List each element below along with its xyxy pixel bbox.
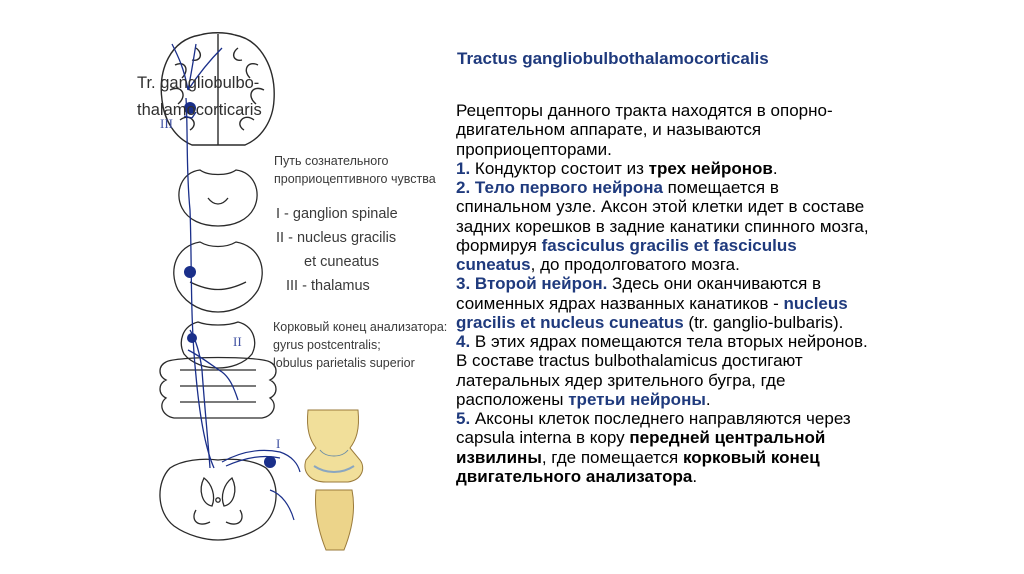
figure-title [137,70,262,124]
item-4-line-4-start: расположены [456,389,569,409]
item-1-number: 1. [456,158,471,178]
item-1-bold: трех нейронов [648,158,773,178]
item-2-line-5-rest: , до продолговатого мозга. [530,255,740,274]
item-3-latin-1: nucleus [783,293,848,313]
item-3-line-2 [456,294,996,313]
item-2-latin-1: fasciculus gracilis et fasciculus [541,235,797,255]
intro-line-1: Рецепторы данного тракта находятся в опорно- [456,101,833,120]
item-5-line-4 [456,467,996,486]
cortex-label-3: lobulus parietalis superior [273,356,415,370]
neuron-label-3: III - thalamus [286,278,370,294]
item-5-bold-3: корковый конец [682,447,820,467]
item-2-line-2: спинальном узле. Аксон этой клетки идет в составе [456,197,865,217]
neuron-label-1: I - ganglion spinale [276,206,398,222]
item-5-end: . [692,466,698,486]
intro-line-3: проприоцепторами. [456,139,612,159]
roman-label-ii: II [233,334,242,349]
item-4-number: 4. [456,332,471,351]
item-5-line-3 [456,448,996,467]
item-5-line-1 [456,409,996,428]
item-3-line-1 [456,274,996,293]
neuron-label-2: II - nucleus gracilis [276,230,397,246]
item-3-line-2-start: соименных ядрах названных канатиков - [456,293,784,313]
item-4-end: . [705,389,711,409]
neuron-label-2b: et cuneatus [304,254,379,270]
item-2-number: 2. [456,178,471,197]
item-2-line-4-start: формируя [456,235,542,255]
item-4-line-3: латеральных ядер зрительного бугра, где [456,370,786,390]
item-2-line-3: задних корешков в задние канатики спинного мозга, [456,216,869,236]
item-4-line-1 [456,332,996,351]
item-1-text: Кондуктор состоит из [470,158,649,178]
item-5-text: Аксоны клеток последнего направляются через [470,409,851,428]
item-1-end: . [772,158,778,178]
item-5-line-2 [456,428,996,447]
item-2-line-5 [456,255,996,274]
item-5-bold-2: извилины [456,447,542,467]
item-5-line-2-start: capsula interna в кору [456,428,630,448]
item-3-latin-2: gracilis et nucleus cuneatus [456,312,684,332]
slide-heading: Tractus gangliobulbothalamocorticalis [457,49,769,68]
item-1 [456,159,996,178]
roman-label-iii: III [160,116,173,131]
item-5-bold-4: двигательного анализатора [456,466,693,486]
item-5-bold-1: передней центральной [629,428,826,448]
lower-medulla-section [160,358,276,419]
item-2-bold: Тело первого нейрона [470,178,663,197]
item-2-rest: помещается в [662,178,779,197]
item-3-rest: Здесь они оканчиваются в [607,274,822,294]
item-2-latin-2: cuneatus [456,255,531,274]
roman-label-i: I [276,436,281,451]
item-4-line-4 [456,390,996,409]
cortex-label-2: gyrus postcentralis; [273,338,381,352]
figure-title-line-1: Tr. gangliobulbo- [137,74,260,92]
item-3-number: 3. [456,274,471,294]
item-5-number: 5. [456,409,471,428]
cortex-label-1: Корковый конец анализатора: [273,320,448,334]
knee-joint-drawing [305,410,363,550]
item-3-bold: Второй нейрон. [470,274,608,294]
spinal-cord-section [160,459,276,540]
item-2-line-1 [456,178,996,197]
item-5-line-3-mid: , где помещается [541,447,683,467]
body-text [456,101,996,486]
item-4-line-2: В составе tractus bulbothalamicus достигают [456,351,803,371]
figure-subtitle-line-2: проприоцептивного чувства [274,172,436,186]
figure-title-line-2: thalamocorticaris [137,101,262,119]
item-4-text: В этих ядрах помещаются тела вторых нейронов. [470,332,868,351]
dorsal-root [222,450,300,520]
item-4-bold: третьи нейроны [568,389,706,409]
figure-subtitle-line-1: Путь сознательного [274,154,389,168]
item-3-line-3 [456,313,996,332]
item-3-line-3-rest: (tr. ganglio-bulbaris). [683,312,844,332]
intro-line-2: двигательном аппарате, и называются [456,120,762,140]
item-2-line-4 [456,236,996,255]
